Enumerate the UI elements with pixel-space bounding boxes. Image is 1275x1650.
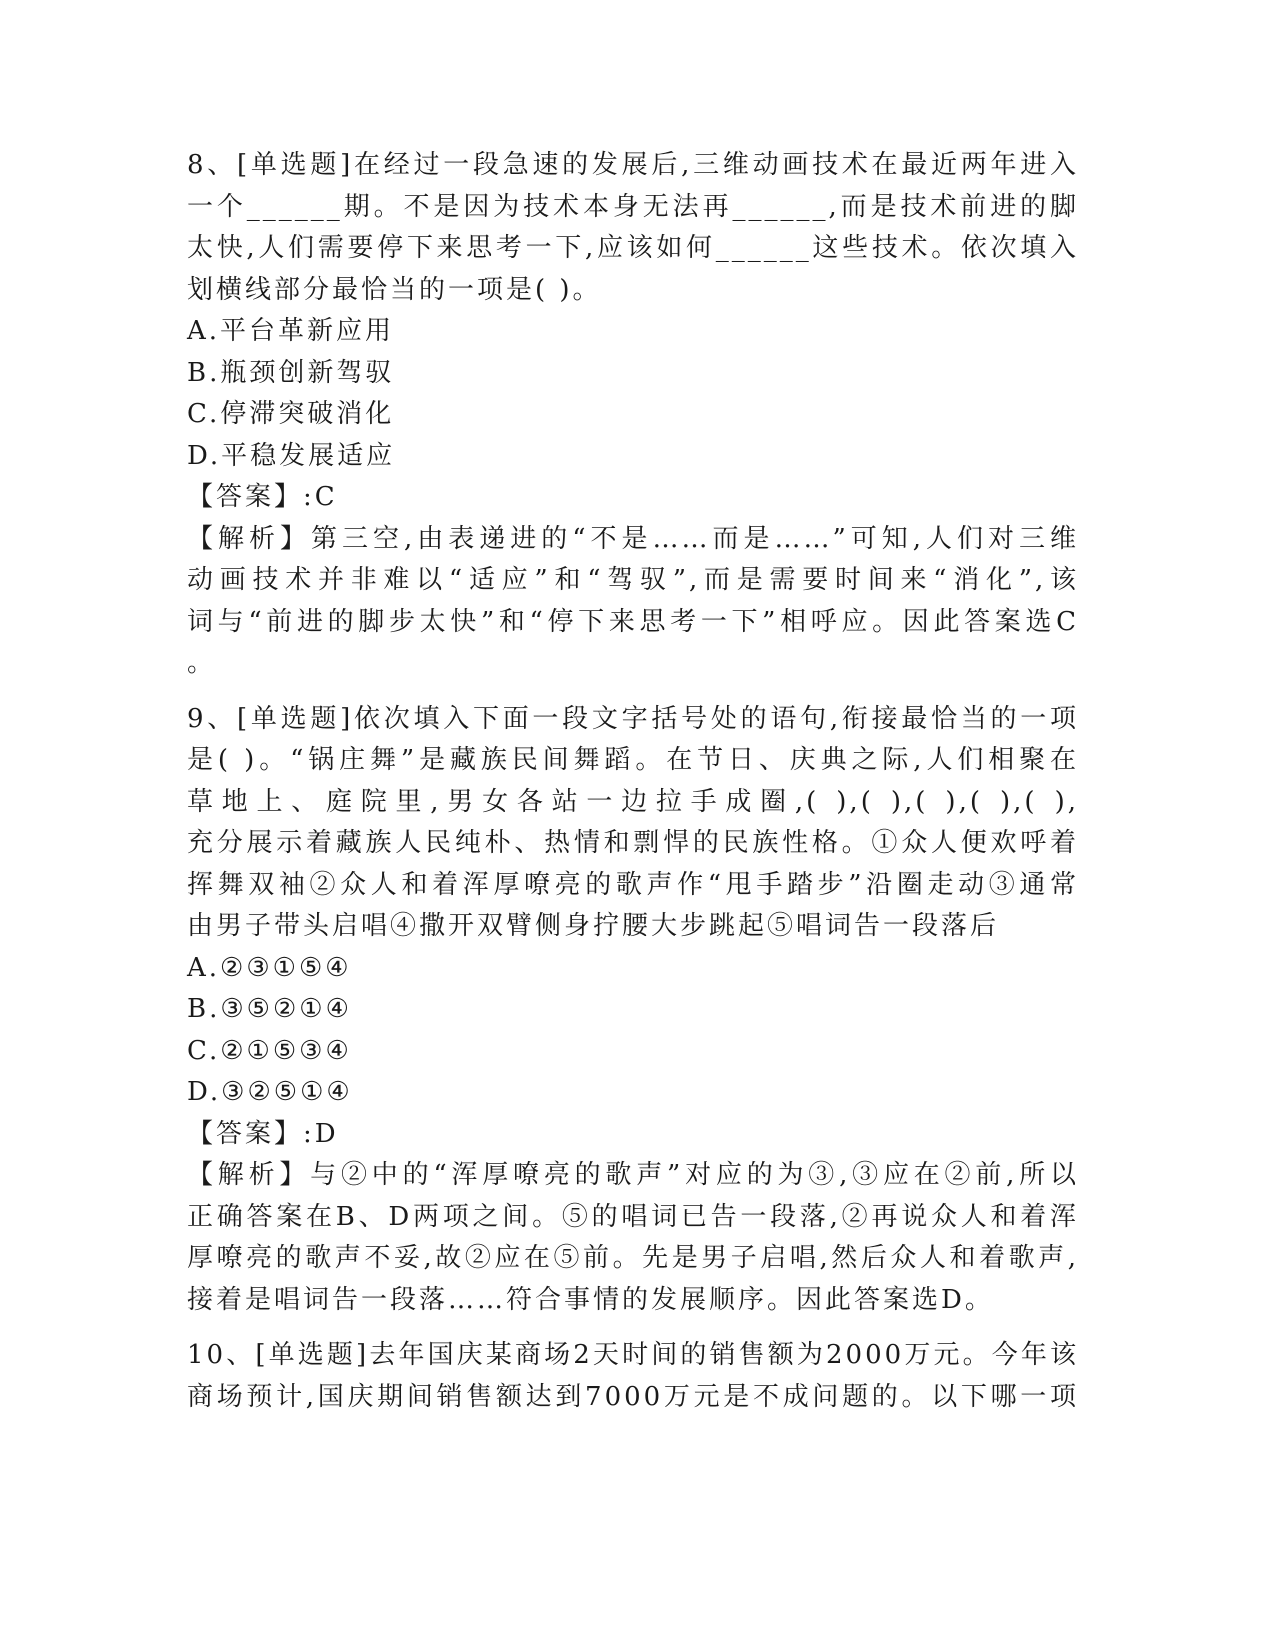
option-a: A.②③①⑤④ [187,952,352,983]
option-b: B.瓶颈创新驾驭 [187,357,395,388]
answer-line: 【答案】:D [187,1118,339,1149]
question-stem-line: 10、[单选题]去年国庆某商场2天时间的销售额为2000万元。今年该 [187,1340,1079,1370]
question-stem-line: 草地上、庭院里,男女各站一边拉手成圈,( ),( ),( ),( ),( ), [187,786,1079,817]
page-content [187,145,1079,1418]
analysis-line: 接着是唱词告一段落……符合事情的发展顺序。因此答案选D。 [187,1284,994,1315]
option-c: C.②①⑤③④ [187,1035,352,1066]
question-stem-line: 是( )。“锅庄舞”是藏族民间舞蹈。在节日、庆典之际,人们相聚在 [187,745,1079,775]
question-stem-line: 9、[单选题]依次填入下面一段文字括号处的语句,衔接最恰当的一项 [187,703,1079,734]
question-stem-line: 挥舞双袖②众人和着浑厚嘹亮的歌声作“甩手踏步”沿圈走动③通常 [187,869,1079,900]
question-stem-line: 一个______期。不是因为技术本身无法再______,而是技术前进的脚 [187,191,1079,222]
question-stem-line: 太快,人们需要停下来思考一下,应该如何______这些技术。依次填入 [187,233,1079,263]
question-9 [187,699,1079,1322]
analysis-line: 动画技术并非难以“适应”和“驾驭”,而是需要时间来“消化”,该 [187,565,1079,595]
option-b: B.③⑤②①④ [187,994,352,1024]
option-a: A.平台革新应用 [187,316,395,346]
option-c: C.停滞突破消化 [187,399,395,429]
option-d: D.③②⑤①④ [187,1077,353,1107]
analysis-line: 厚嘹亮的歌声不妥,故②应在⑤前。先是男子启唱,然后众人和着歌声, [187,1243,1079,1273]
answer-line: 【答案】:C [187,482,338,512]
analysis-line: 词与“前进的脚步太快”和“停下来思考一下”相呼应。因此答案选C [187,606,1079,637]
question-stem-line: 8、[单选题]在经过一段急速的发展后,三维动画技术在最近两年进入 [187,150,1079,180]
question-stem-line: 商场预计,国庆期间销售额达到7000万元是不成问题的。以下哪一项 [187,1381,1079,1412]
option-d: D.平稳发展适应 [187,440,396,471]
question-10 [187,1335,1079,1418]
question-stem-line: 划横线部分最恰当的一项是( )。 [187,274,602,305]
question-stem-line: 充分展示着藏族人民纯朴、热情和剽悍的民族性格。①众人便欢呼着 [187,828,1079,858]
analysis-line: 正确答案在B、D两项之间。⑤的唱词已告一段落,②再说众人和着浑 [187,1201,1079,1232]
question-8 [187,145,1079,685]
analysis-line: 【解析】与②中的“浑厚嘹亮的歌声”对应的为③,③应在②前,所以 [187,1160,1079,1190]
question-stem-line: 由男子带头启唱④撒开双臂侧身拧腰大步跳起⑤唱词告一段落后 [187,911,1000,941]
analysis-line: 。 [187,648,217,678]
analysis-line: 【解析】第三空,由表递进的“不是……而是……”可知,人们对三维 [187,523,1079,554]
